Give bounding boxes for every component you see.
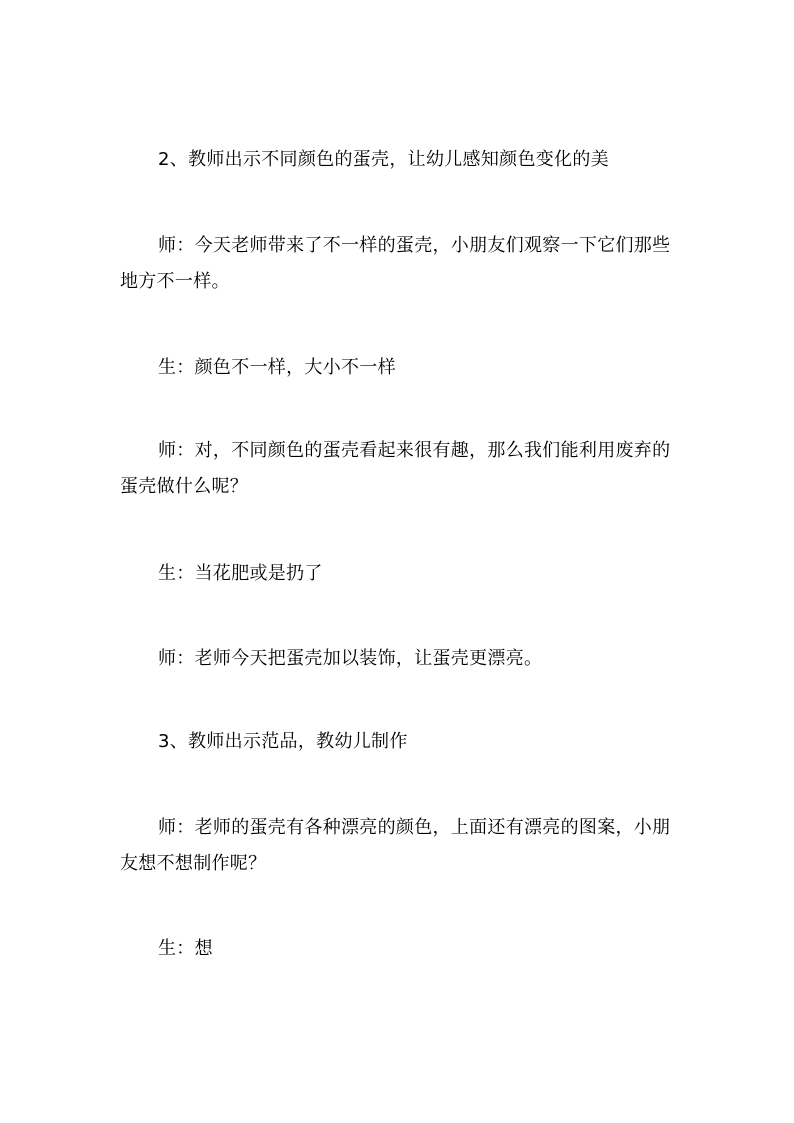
student-line-1: 生：颜色不一样，大小不一样	[158, 357, 396, 378]
step-2-heading: 2、教师出示不同颜色的蛋壳，让幼儿感知颜色变化的美	[158, 149, 609, 170]
teacher-line-1: 师：今天老师带来了不一样的蛋壳，小朋友们观察一下它们那些地方不一样。	[120, 235, 671, 292]
teacher-line-2: 师：对，不同颜色的蛋壳看起来很有趣，那么我们能利用废弃的蛋壳做什么呢？	[120, 440, 671, 497]
step-3-heading: 3、教师出示范品，教幼儿制作	[158, 731, 408, 752]
student-line-2: 生：当花肥或是扔了	[158, 563, 323, 584]
teacher-line-3: 师：老师今天把蛋壳加以装饰，让蛋壳更漂亮。	[158, 648, 543, 669]
student-line-3: 生：想	[158, 938, 213, 959]
teacher-line-4: 师：老师的蛋壳有各种漂亮的颜色，上面还有漂亮的图案，小朋友想不想制作呢？	[120, 817, 671, 874]
